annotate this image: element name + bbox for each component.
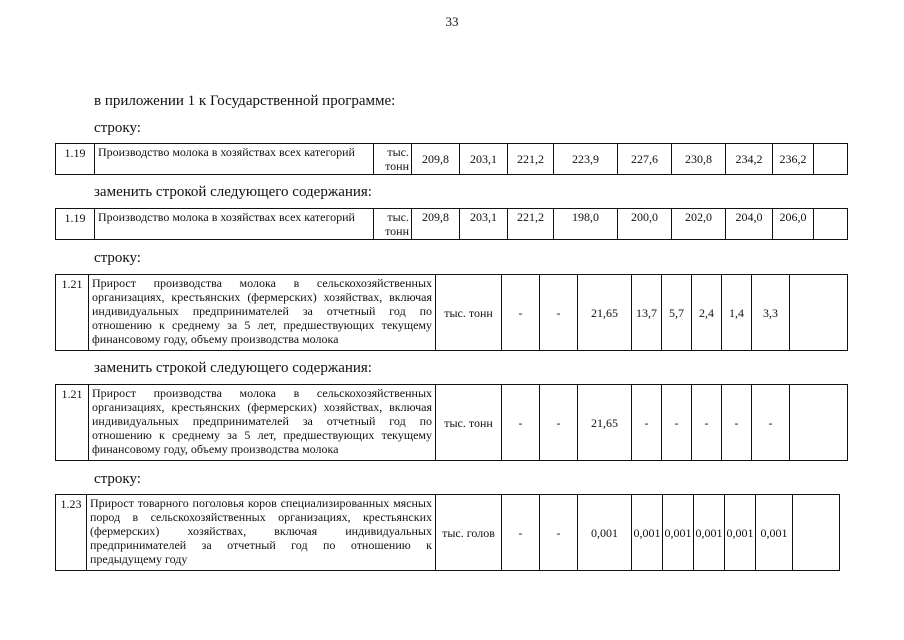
value-cell: 0,001 [578,495,632,571]
value-cell: 0,001 [756,495,793,571]
row-number: 1.23 [56,495,87,571]
value-cell [793,495,840,571]
table-row [56,209,848,240]
value-cell: 21,65 [578,275,632,351]
table-row-1-23-old [55,494,840,571]
value-cell [790,275,848,351]
value-cell [814,144,848,175]
value-cell: 3,3 [752,275,790,351]
value-cell: 221,2 [508,144,554,175]
label-row-1: строку: [94,120,141,136]
value-cell: 198,0 [554,209,618,240]
row-number: 1.21 [56,385,89,461]
page-number: 33 [445,14,459,29]
table-row [56,144,848,175]
value-cell: - [502,385,540,461]
value-cell: 236,2 [773,144,814,175]
value-cell: 13,7 [632,275,662,351]
value-cell: 204,0 [726,209,773,240]
value-cell: - [540,495,578,571]
table-row [56,385,848,461]
row-description: Производство молока в хозяйствах всех категорий [95,144,374,175]
label-replace-1: заменить строкой следующего содержания: [94,184,372,200]
value-cell: 203,1 [460,209,508,240]
value-cell: 209,8 [412,144,460,175]
label-row-3: строку: [94,471,141,487]
row-unit: тыс. тонн [436,385,502,461]
row-description: Производство молока в хозяйствах всех категорий [95,209,374,240]
value-cell: 2,4 [692,275,722,351]
value-cell: 21,65 [578,385,632,461]
row-unit: тыс. тонн [374,209,412,240]
value-cell: 5,7 [662,275,692,351]
row-unit: тыс. тонн [374,144,412,175]
value-cell [790,385,848,461]
value-cell: - [662,385,692,461]
row-number: 1.19 [56,209,95,240]
value-cell: 209,8 [412,209,460,240]
value-cell: - [752,385,790,461]
row-description: Прирост производства молока в сельскохозяйственных организациях, крестьянских (фермерских) хозяйствах, включая индивидуальных предпринимателей за отчетный год по отношению к среднему за 5 лет, предшествующих текущему финансовому году, объему производства молока [89,385,436,461]
table-row-1-19-old [55,143,848,175]
value-cell: 0,001 [663,495,694,571]
row-unit: тыс. тонн [436,275,502,351]
table-row [56,275,848,351]
value-cell: - [692,385,722,461]
row-description: Прирост товарного поголовья коров специализированных мясных пород в сельскохозяйственных организациях, крестьянских (фермерских) хозяйствах, включая индивидуальных предпринимателей за отчетный год по отношению к предыдущему году [87,495,436,571]
table-row-1-21-old [55,274,848,351]
value-cell: - [502,275,540,351]
table-row [56,495,840,571]
label-replace-2: заменить строкой следующего содержания: [94,360,372,376]
value-cell: 230,8 [672,144,726,175]
value-cell: 234,2 [726,144,773,175]
value-cell: - [502,495,540,571]
value-cell: - [722,385,752,461]
value-cell: 203,1 [460,144,508,175]
row-number: 1.19 [56,144,95,175]
value-cell: 0,001 [725,495,756,571]
value-cell: - [540,275,578,351]
value-cell: 227,6 [618,144,672,175]
table-row-1-19-new [55,208,848,240]
value-cell: 200,0 [618,209,672,240]
value-cell: 223,9 [554,144,618,175]
value-cell: 221,2 [508,209,554,240]
value-cell: 0,001 [632,495,663,571]
value-cell: 206,0 [773,209,814,240]
value-cell: - [540,385,578,461]
intro-paragraph: в приложении 1 к Государственной программе: [94,93,396,109]
value-cell: 1,4 [722,275,752,351]
value-cell: - [632,385,662,461]
table-row-1-21-new [55,384,848,461]
label-row-2: строку: [94,250,141,266]
row-number: 1.21 [56,275,89,351]
value-cell [814,209,848,240]
row-description: Прирост производства молока в сельскохозяйственных организациях, крестьянских (фермерских) хозяйствах, включая индивидуальных предпринимателей за отчетный год по отношению к среднему за 5 лет, предшествующих текущему финансовому году, объему производства молока [89,275,436,351]
value-cell: 202,0 [672,209,726,240]
value-cell: 0,001 [694,495,725,571]
row-unit: тыс. голов [436,495,502,571]
